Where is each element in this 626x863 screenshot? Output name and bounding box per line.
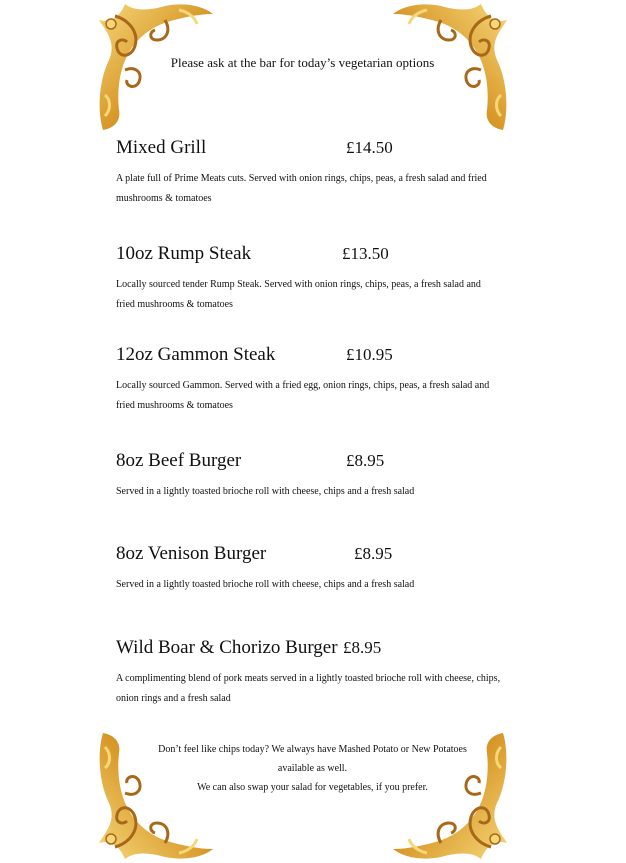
vegetarian-note: Please ask at the bar for today’s vegetarian options	[170, 55, 435, 70]
menu-item	[116, 450, 506, 502]
item-price: £13.50	[342, 244, 389, 263]
item-price: £10.95	[346, 345, 393, 364]
menu-item	[116, 344, 506, 416]
note-line: Don’t feel like chips today? We always have Mashed Potato or New Potatoes	[158, 744, 467, 755]
menu-item	[116, 637, 506, 709]
item-price: £8.95	[343, 638, 382, 657]
item-name: 8oz Venison Burger	[116, 543, 267, 564]
item-price: £8.95	[354, 544, 393, 563]
item-price: £8.95	[346, 451, 385, 470]
item-description: Locally sourced Gammon. Served with a fried egg, onion rings, chips, peas, a fresh salad and fried mushrooms & tomatoes	[116, 380, 490, 411]
menu-item	[116, 243, 506, 315]
potato-swap-note	[140, 740, 485, 797]
item-price: £14.50	[346, 138, 393, 157]
item-description: A complimenting blend of pork meats served in a lightly toasted brioche roll with cheese, chips, onion rings and a fresh salad	[116, 673, 501, 704]
item-name: 12oz Gammon Steak	[116, 344, 276, 365]
item-description: Served in a lightly toasted brioche roll with cheese, chips and a fresh salad	[116, 486, 415, 497]
note-line: available as well.	[277, 763, 348, 774]
item-description: Served in a lightly toasted brioche roll with cheese, chips and a fresh salad	[116, 579, 415, 590]
menu-item	[116, 543, 506, 595]
menu-item	[116, 137, 506, 209]
item-name: Wild Boar & Chorizo Burger	[116, 637, 338, 658]
item-description: Locally sourced tender Rump Steak. Served with onion rings, chips, peas, a fresh salad and fried mushrooms & tomatoes	[116, 279, 481, 310]
item-name: Mixed Grill	[116, 137, 207, 158]
item-name: 10oz Rump Steak	[116, 243, 252, 264]
note-line: We can also swap your salad for vegetables, if you prefer.	[197, 782, 428, 793]
item-description: A plate full of Prime Meats cuts. Served with onion rings, chips, peas, a fresh salad and fried mushrooms & tomatoes	[116, 173, 487, 204]
item-name: 8oz Beef Burger	[116, 450, 242, 471]
